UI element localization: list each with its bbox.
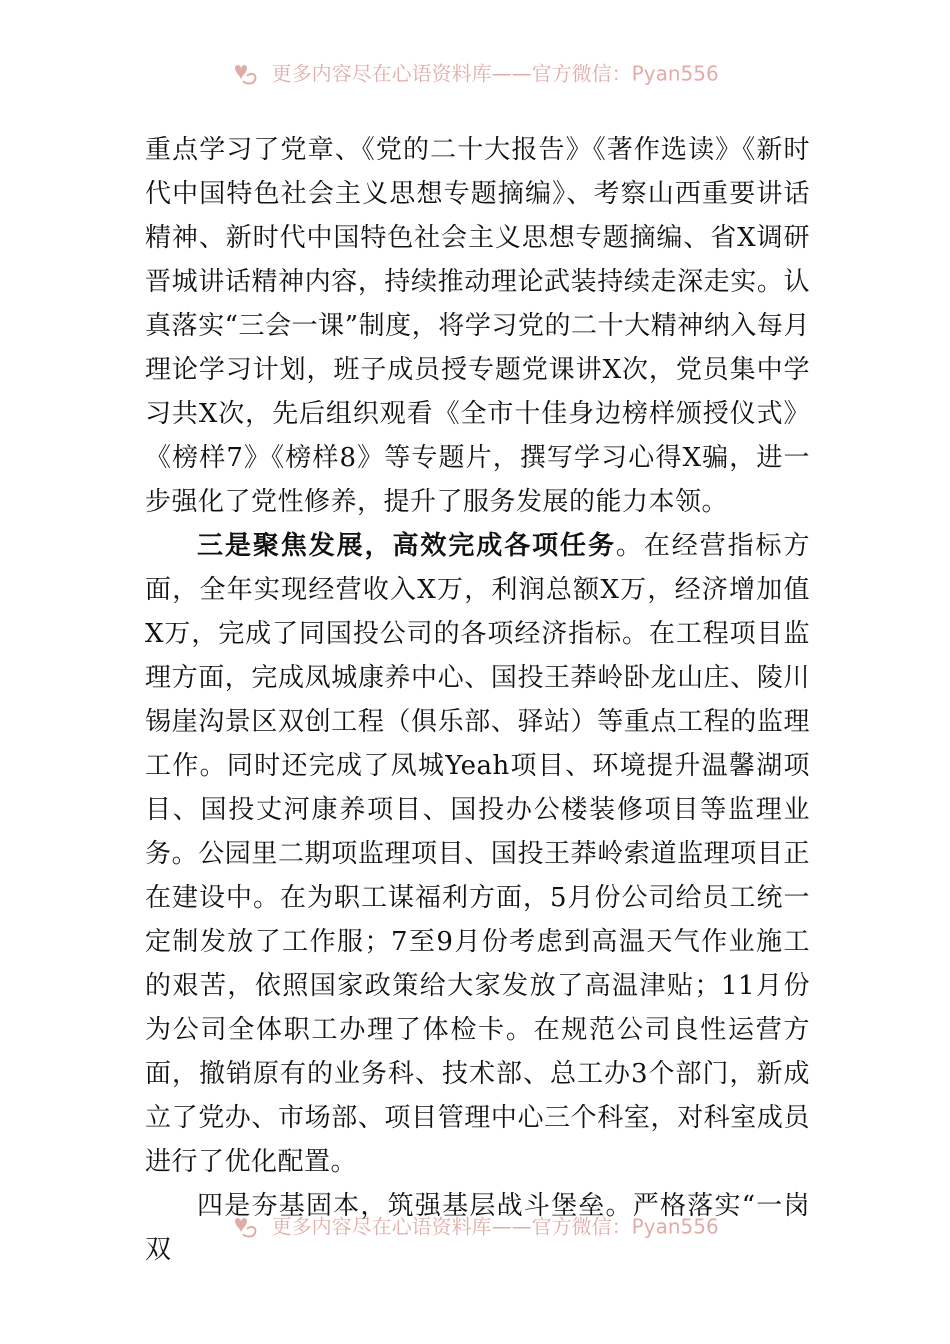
watermark-text: 更多内容尽在心语资料库——官方微信：Pyan556	[271, 61, 719, 86]
watermark-text: 更多内容尽在心语资料库——官方微信：Pyan556	[271, 1214, 719, 1239]
document-body	[145, 128, 810, 1272]
paragraph-continuation: 重点学习了党章、《党的二十大报告》《著作选读》《新时代中国特色社会主义思想专题摘编》、考察山西重要讲话精神、新时代中国特色社会主义思想专题摘编、省X调研晋城讲话精神内容，持续推动理论武装持续走深走实。认真落实“三会一课”制度，将学习党的二十大精神纳入每月理论学习计划，班子成员授专题党课讲X次，党员集中学习共X次，先后组织观看《全市十佳身边榜样颁授仪式》《榜样7》《榜样8》等专题片，撰写学习心得X骗，进一步强化了党性修养，提升了服务发展的能力本领。	[145, 135, 810, 517]
footer-watermark	[0, 1208, 950, 1242]
paragraph-four: 四是夯基固本，筑强基层战斗堡垒。严格落实“一岗双	[145, 1191, 810, 1265]
paragraph-three	[145, 524, 810, 1184]
paragraph-three-body: 。在经营指标方面，全年实现经营收入X万，利润总额X万，经济增加值X万，完成了同国投公司的各项经济指标。在工程项目监理方面，完成凤城康养中心、国投王莽岭卧龙山庄、陵川锡崖沟景区双创工程（俱乐部、驿站）等重点工程的监理工作。同时还完成了凤城Yeah项目、环境提升温馨湖项目、国投丈河康养项目、国投办公楼装修项目等监理业务。公园里二期项监理项目、国投王莽岭索道监理项目正在建设中。在为职工谋福利方面，5月份公司给员工统一定制发放了工作服；7至9月份考虑到高温天气作业施工的艰苦，依照国家政策给大家发放了高温津贴；11月份为公司全体职工办理了体检卡。在规范公司良性运营方面，撤销原有的业务科、技术部、总工办3个部门，新成立了党办、市场部、项目管理中心三个科室，对科室成员进行了优化配置。	[145, 531, 810, 1177]
watermark-logo-icon	[231, 1215, 259, 1239]
watermark-logo-icon	[231, 62, 259, 86]
paragraph-three-heading: 三是聚焦发展，高效完成各项任务	[197, 531, 616, 561]
header-watermark	[0, 55, 950, 89]
